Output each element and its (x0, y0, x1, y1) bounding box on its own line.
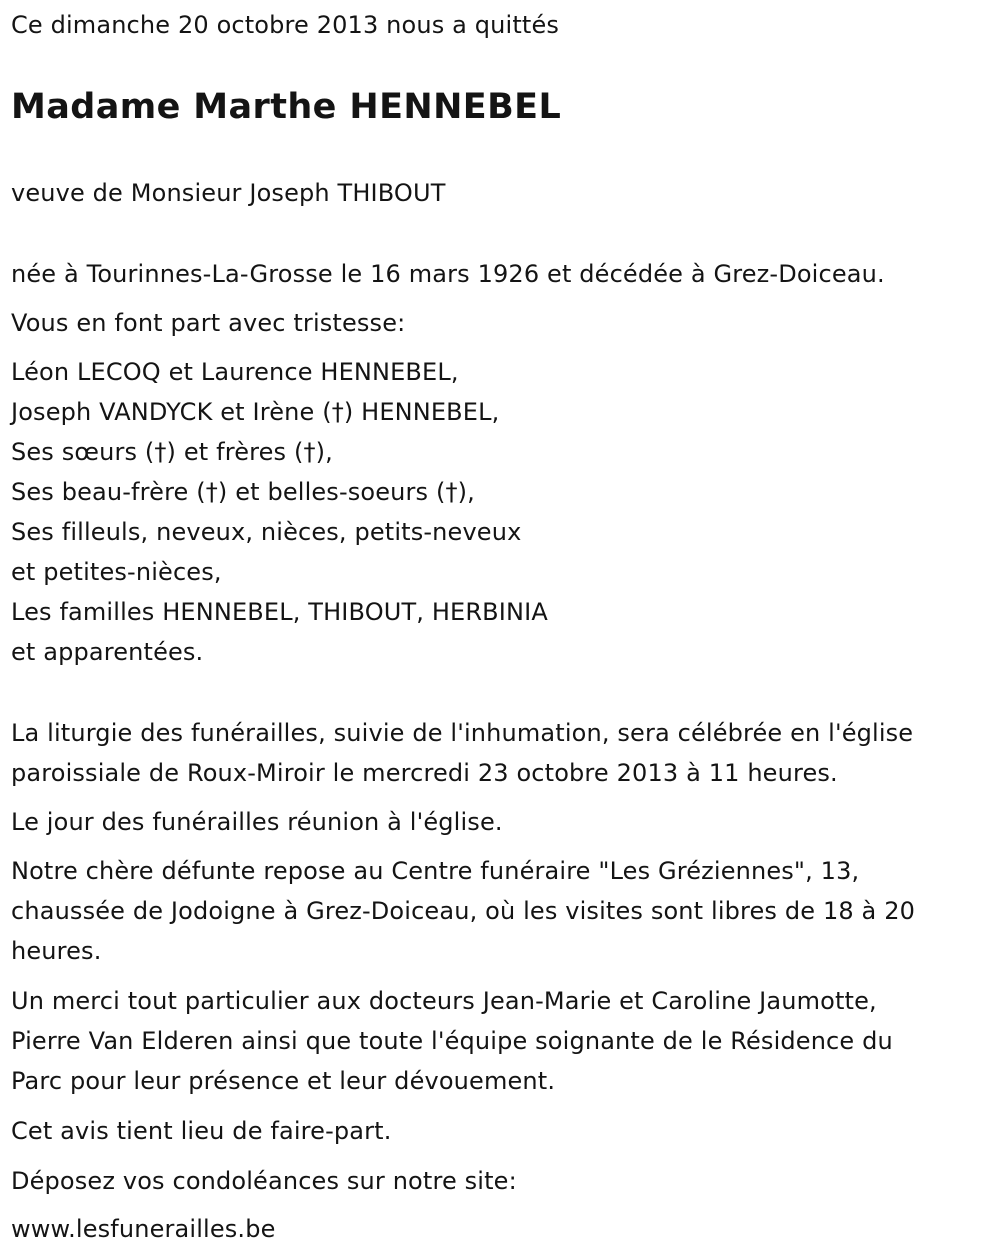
family-line: et petites-nièces, (11, 558, 222, 586)
family-line: Ses sœurs (†) et frères (†), (11, 438, 333, 466)
note-line: Cet avis tient lieu de faire-part. (11, 1117, 392, 1145)
intro-line: Ce dimanche 20 octobre 2013 nous a quittés (11, 11, 560, 39)
thanks-line: Pierre Van Elderen ainsi que toute l'équipe soignante de le Résidence du (11, 1027, 893, 1055)
rest-line: chaussée de Jodoigne à Grez-Doiceau, où les visites sont libres de 18 à 20 (11, 897, 916, 925)
liturgy-line: paroissiale de Roux-Miroir le mercredi 23 octobre 2013 à 11 heures. (11, 759, 838, 787)
rest-line: heures. (11, 937, 102, 965)
family-line: Léon LECOQ et Laurence HENNEBEL, (11, 358, 459, 386)
birth-death-line: née à Tourinnes-La-Grosse le 16 mars 1926 et décédée à Grez-Doiceau. (11, 260, 885, 288)
meeting-line: Le jour des funérailles réunion à l'église. (11, 808, 503, 836)
family-line: Les familles HENNEBEL, THIBOUT, HERBINIA (11, 598, 548, 626)
deceased-name: Madame Marthe HENNEBEL (11, 87, 562, 127)
family-line: Ses beau-frère (†) et belles-soeurs (†), (11, 478, 475, 506)
website-link[interactable]: www.lesfunerailles.be (11, 1215, 276, 1243)
rest-line: Notre chère défunte repose au Centre funéraire "Les Gréziennes", 13, (11, 857, 860, 885)
thanks-line: Un merci tout particulier aux docteurs Jean-Marie et Caroline Jaumotte, (11, 987, 877, 1015)
family-line: et apparentées. (11, 638, 204, 666)
widow-line: veuve de Monsieur Joseph THIBOUT (11, 179, 446, 207)
family-line: Ses filleuls, neveux, nièces, petits-neveux (11, 518, 522, 546)
liturgy-line: La liturgie des funérailles, suivie de l'inhumation, sera célébrée en l'église (11, 719, 914, 747)
condolences-line: Déposez vos condoléances sur notre site: (11, 1167, 517, 1195)
family-line: Joseph VANDYCK et Irène (†) HENNEBEL, (11, 398, 500, 426)
announce-line: Vous en font part avec tristesse: (11, 309, 406, 337)
thanks-line: Parc pour leur présence et leur dévouement. (11, 1067, 556, 1095)
